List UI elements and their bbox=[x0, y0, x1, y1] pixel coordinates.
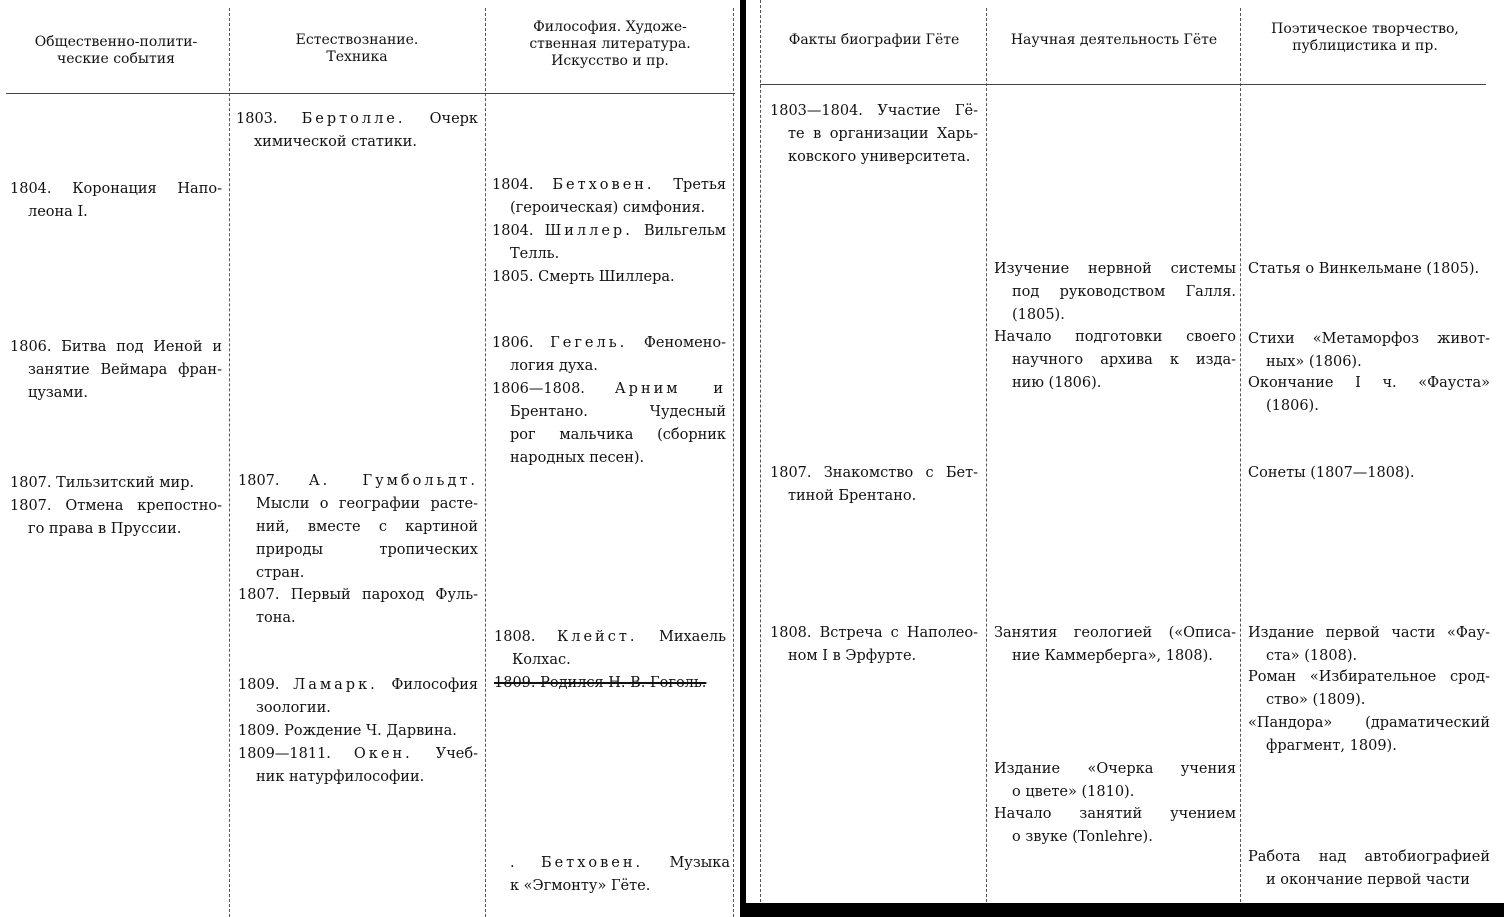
header-rule bbox=[760, 84, 1486, 85]
science-entry: 1807. Первый пароход Фуль- тона. bbox=[238, 587, 478, 626]
poetry-entry: Работа над автобиографией и окончание первой части bbox=[1248, 849, 1490, 888]
header-science-technology: Естествознание. Техника bbox=[295, 32, 419, 65]
science-entry: 1803. Бертолле. Очерк химической статики. bbox=[236, 111, 478, 150]
poetry-entry: Статья о Винкельмане (1805). bbox=[1248, 261, 1480, 277]
left-page bbox=[0, 0, 740, 917]
header-scientific-activity: Научная деятельность Гёте bbox=[1010, 32, 1218, 48]
header-political-events: Общественно-полити- ческие события bbox=[34, 34, 198, 67]
header-philosophy-arts: Философия. Художе- ственная литература. Искусство и пр. bbox=[529, 19, 691, 69]
arts-entry: . Бетховен. Музыка к «Эгмонту» Гёте. bbox=[510, 855, 730, 894]
biography-entry: 1807. Знакомство с Бет- тиной Брентано. bbox=[770, 465, 978, 504]
science-entry: Начало подготовки своего научного архива к изда- нию (1806). bbox=[994, 329, 1236, 391]
science-entry: Изучение нервной системы под руководством Галля. (1805). bbox=[994, 261, 1236, 323]
column-divider bbox=[986, 8, 987, 917]
event-entry: 1807. Отмена крепостно- го права в Пруссии. bbox=[10, 498, 222, 537]
event-entry: 1806. Битва под Иеной и занятие Веймара фран- цузами. bbox=[10, 339, 222, 401]
column-divider bbox=[733, 8, 734, 917]
event-entry: 1807. Тильзитский мир. bbox=[10, 475, 195, 491]
arts-entry: 1805. Смерть Шиллера. bbox=[492, 269, 675, 285]
right-page bbox=[746, 0, 1504, 917]
poetry-entry: Роман «Избирательное срод- ство» (1809). bbox=[1248, 669, 1490, 708]
science-entry: Начало занятий учением о звуке (Tonlehre). bbox=[994, 806, 1236, 845]
science-entry: Занятия геологией («Описа- ние Каммерберга», 1808). bbox=[994, 625, 1236, 664]
science-entry: 1809. Ламарк. Философия зоологии. bbox=[238, 677, 479, 716]
struck-entry: 1809. Родился Н. В. Гоголь. bbox=[494, 675, 707, 691]
header-rule bbox=[6, 93, 735, 94]
header-biography-facts: Факты биографии Гёте bbox=[788, 32, 960, 48]
poetry-entry: Издание первой части «Фау- ста» (1808). bbox=[1248, 625, 1490, 664]
poetry-entry: Стихи «Метаморфоз живот- ных» (1806). bbox=[1248, 331, 1490, 370]
arts-entry: 1808. Клейст. Михаель Колхас. bbox=[494, 629, 727, 668]
column-divider bbox=[1240, 8, 1241, 917]
science-entry: 1807. А. Гумбольдт. Мысли о географии расте- ний, вместе с картиной природы тропических стран. bbox=[238, 473, 479, 581]
poetry-entry: Сонеты (1807—1808). bbox=[1248, 465, 1415, 481]
arts-entry: 1806. Гегель. Феномено- логия духа. bbox=[492, 335, 727, 374]
scan-edge-bar bbox=[740, 903, 1504, 917]
poetry-entry: «Пандора» (драматический фрагмент, 1809). bbox=[1248, 715, 1490, 754]
column-divider bbox=[229, 8, 230, 917]
science-entry: 1809. Рождение Ч. Дарвина. bbox=[238, 723, 457, 739]
event-entry: 1804. Коронация Напо- леона I. bbox=[10, 181, 222, 220]
science-entry: Издание «Очерка учения о цвете» (1810). bbox=[994, 761, 1236, 800]
biography-entry: 1803—1804. Участие Гё- те в организации Харь- ковского университета. bbox=[770, 103, 978, 165]
biography-entry: 1808. Встреча с Наполео- ном I в Эрфурте. bbox=[770, 625, 978, 664]
arts-entry: 1804. Шиллер. Вильгельм Телль. bbox=[492, 223, 726, 262]
column-divider bbox=[760, 0, 761, 917]
arts-entry: 1806—1808. Арним и Брентано. Чудесный рог мальчика (сборник народных песен). bbox=[492, 381, 726, 466]
column-divider bbox=[485, 8, 486, 917]
poetry-entry: Окончание I ч. «Фауста» (1806). bbox=[1248, 375, 1490, 414]
arts-entry: 1804. Бетховен. Третья (героическая) симфония. bbox=[492, 177, 726, 216]
science-entry: 1809—1811. Окен. Учеб- ник натурфилософии. bbox=[238, 746, 479, 785]
header-poetic-works: Поэтическое творчество, публицистика и пр. bbox=[1271, 21, 1459, 54]
